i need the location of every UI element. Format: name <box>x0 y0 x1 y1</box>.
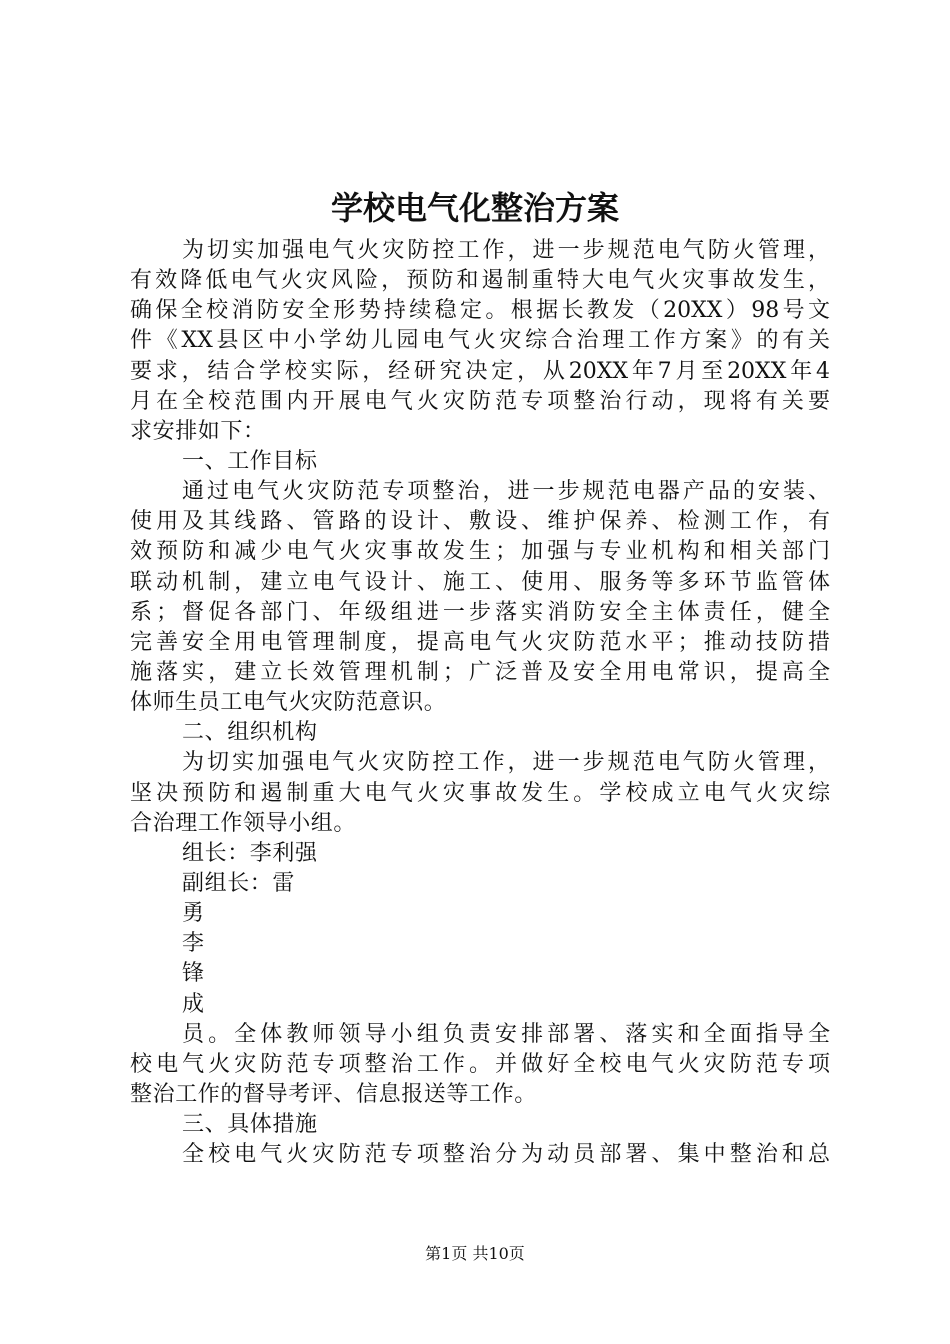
text-line: 副组长：雷 <box>182 870 296 896</box>
text-line: 合治理工作领导小组。 <box>130 810 357 836</box>
text-line: 三、具体措施 <box>182 1112 318 1138</box>
text-line: 员。全体教师领导小组负责安排部署、落实和全面指导全 <box>182 1021 830 1047</box>
text-line: 组长：李利强 <box>182 840 318 866</box>
text-line: 校电气火灾防范专项整治工作。并做好全校电气火灾防范专项 <box>130 1051 830 1077</box>
document-title: 学校电气化整治方案 <box>330 189 619 227</box>
text-line: 月在全校范围内开展电气火灾防范专项整治行动，现将有关要 <box>130 388 830 414</box>
document-body <box>130 236 830 1170</box>
text-line: 二、组织机构 <box>182 720 318 746</box>
text-line: 通过电气火灾防范专项整治，进一步规范电器产品的安装、 <box>182 479 830 505</box>
text-line: 件《XX县区中小学幼儿园电气火灾综合治理工作方案》的有关 <box>130 328 830 354</box>
text-line: 成 <box>182 991 205 1017</box>
text-line: 确保全校消防安全形势持续稳定。根据长教发（20XX）98号文 <box>130 298 830 324</box>
text-line: 求安排如下： <box>130 418 266 444</box>
text-line: 效预防和减少电气火灾事故发生；加强与专业机构和相关部门 <box>130 539 830 565</box>
text-line: 勇 <box>182 901 205 927</box>
text-line: 联动机制，建立电气设计、施工、使用、服务等多环节监管体 <box>130 569 830 595</box>
text-line: 使用及其线路、管路的设计、敷设、维护保养、检测工作，有 <box>130 509 830 535</box>
text-line: 要求，结合学校实际，经研究决定，从20XX年7月至20XX年4 <box>130 358 830 384</box>
text-line: 一、工作目标 <box>182 448 318 474</box>
text-line: 为切实加强电气火灾防控工作，进一步规范电气防火管理， <box>182 750 830 776</box>
text-line: 李 <box>182 931 205 957</box>
text-line: 坚决预防和遏制重大电气火灾事故发生。学校成立电气火灾综 <box>130 780 830 806</box>
page-footer: 第1页 共10页 <box>425 1244 525 1263</box>
text-line: 体师生员工电气火灾防范意识。 <box>130 690 447 716</box>
text-line: 整治工作的督导考评、信息报送等工作。 <box>130 1081 537 1107</box>
text-line: 锋 <box>182 961 205 987</box>
text-line: 全校电气火灾防范专项整治分为动员部署、集中整治和总 <box>182 1142 830 1168</box>
text-line: 完善安全用电管理制度，提高电气火灾防范水平；推动技防措 <box>130 629 830 655</box>
text-line: 施落实，建立长效管理机制；广泛普及安全用电常识，提高全 <box>130 659 830 685</box>
text-line: 为切实加强电气火灾防控工作，进一步规范电气防火管理， <box>182 238 830 263</box>
text-line: 系；督促各部门、年级组进一步落实消防安全主体责任，健全 <box>130 599 830 625</box>
text-line: 有效降低电气火灾风险，预防和遏制重特大电气火灾事故发生， <box>130 268 830 294</box>
